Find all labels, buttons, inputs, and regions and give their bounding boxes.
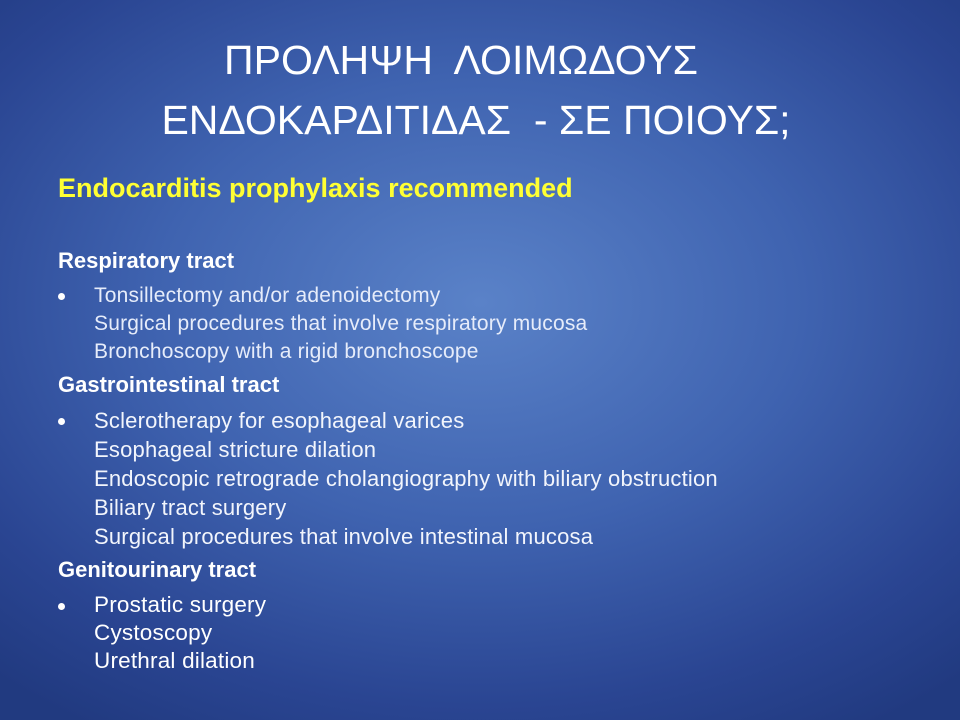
section-heading-gastrointestinal: Gastrointestinal tract [58,372,280,397]
list-item: Biliary tract surgery [94,495,287,520]
bullet-icon [58,418,65,425]
title-line-1: ΠΡΟΛΗΨΗ ΛΟΙΜΩΔΟΥΣ [224,37,698,83]
title-line-2: ΕΝΔΟΚΑΡΔΙΤΙΔΑΣ - ΣΕ ΠΟΙΟΥΣ; [161,97,791,143]
list-item: Tonsillectomy and/or adenoidectomy [94,284,441,307]
section-items-genitourinary [58,591,938,675]
bullet-icon [58,293,65,300]
list-item: Endoscopic retrograde cholangiography with biliary obstruction [94,466,718,491]
list-item: Prostatic surgery [94,592,267,617]
section-heading-genitourinary: Genitourinary tract [58,557,257,582]
list-item: Surgical procedures that involve intestinal mucosa [94,524,594,549]
section-items-gastrointestinal [58,406,938,551]
list-item: Surgical procedures that involve respiratory mucosa [94,312,588,335]
content-body [58,246,938,679]
section-items-respiratory [58,282,938,366]
slide-subtitle: Endocarditis prophylaxis recommended [58,173,573,203]
list-item: Cystoscopy [94,620,213,645]
list-item: Esophageal stricture dilation [94,437,377,462]
bullet-icon [58,603,65,610]
slide-title [0,30,960,150]
list-item: Urethral dilation [94,648,255,673]
list-item: Bronchoscopy with a rigid bronchoscope [94,340,479,363]
section-heading-respiratory: Respiratory tract [58,248,235,273]
list-item: Sclerotherapy for esophageal varices [94,408,465,433]
